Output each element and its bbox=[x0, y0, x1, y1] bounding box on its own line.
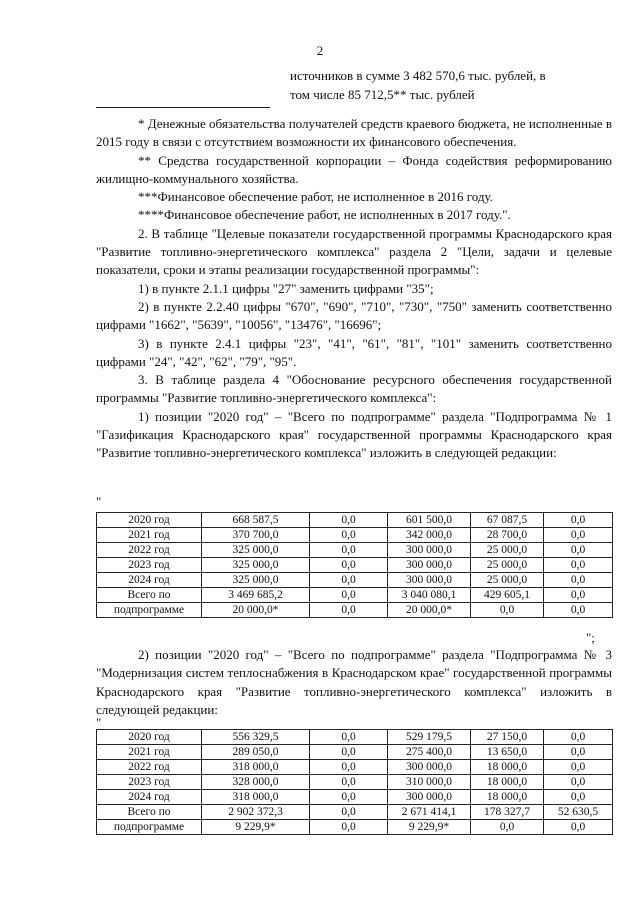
row-label-cell: 2020 год bbox=[97, 730, 202, 745]
value-cell: 0,0 bbox=[544, 588, 613, 603]
row-label-cell: Всего по bbox=[97, 805, 202, 820]
document-body bbox=[96, 115, 612, 463]
row-label-cell: 2020 год bbox=[97, 513, 202, 528]
table-row bbox=[97, 573, 613, 588]
value-cell: 325 000,0 bbox=[202, 573, 310, 588]
value-cell: 0,0 bbox=[310, 745, 388, 760]
item-2-paragraph: 2. В таблице "Целевые показатели государственной программы Краснодарского края "Развитие топливно-энергетического комплекса" раздела 2 "Цели, задачи и целевые показатели, сроки и этапы реализации государственной программы": bbox=[96, 225, 612, 278]
value-cell: 300 000,0 bbox=[388, 790, 471, 805]
value-cell: 318 000,0 bbox=[202, 790, 310, 805]
value-cell: 0,0 bbox=[544, 730, 613, 745]
value-cell: 0,0 bbox=[310, 573, 388, 588]
value-cell: 0,0 bbox=[471, 820, 544, 835]
table-row bbox=[97, 558, 613, 573]
value-cell: 0,0 bbox=[544, 790, 613, 805]
value-cell: 178 327,7 bbox=[471, 805, 544, 820]
value-cell: 9 229,9* bbox=[388, 820, 471, 835]
close-quote: "; bbox=[586, 630, 595, 645]
value-cell: 0,0 bbox=[310, 543, 388, 558]
value-cell: 3 469 685,2 bbox=[202, 588, 310, 603]
value-cell: 0,0 bbox=[544, 603, 613, 618]
value-cell: 0,0 bbox=[310, 603, 388, 618]
value-cell: 0,0 bbox=[544, 745, 613, 760]
value-cell: 300 000,0 bbox=[388, 760, 471, 775]
subitem-2-2: 2) в пункте 2.2.40 цифры "670", "690", "710", "730", "750" заменить соответственно цифрами "1662", "5639", "10056", "13476", "16696"; bbox=[96, 298, 612, 333]
table-row bbox=[97, 745, 613, 760]
value-cell: 0,0 bbox=[310, 588, 388, 603]
row-label-cell: 2023 год bbox=[97, 558, 202, 573]
table-row bbox=[97, 603, 613, 618]
value-cell: 556 329,5 bbox=[202, 730, 310, 745]
value-cell: 67 087,5 bbox=[471, 513, 544, 528]
footnote-2: ** Средства государственной корпорации – Фонда содействия реформированию жилищно-коммунального хозяйства. bbox=[96, 152, 612, 186]
table-row bbox=[97, 588, 613, 603]
value-cell: 0,0 bbox=[544, 513, 613, 528]
value-cell: 18 000,0 bbox=[471, 760, 544, 775]
value-cell: 325 000,0 bbox=[202, 558, 310, 573]
value-cell: 0,0 bbox=[310, 730, 388, 745]
value-cell: 20 000,0* bbox=[388, 603, 471, 618]
row-label-cell: 2021 год bbox=[97, 745, 202, 760]
value-cell: 0,0 bbox=[310, 513, 388, 528]
value-cell: 18 000,0 bbox=[471, 790, 544, 805]
value-cell: 0,0 bbox=[310, 820, 388, 835]
value-cell: 310 000,0 bbox=[388, 775, 471, 790]
page-number: 2 bbox=[316, 43, 324, 58]
row-label-cell: 2022 год bbox=[97, 543, 202, 558]
value-cell: 20 000,0* bbox=[202, 603, 310, 618]
value-cell: 0,0 bbox=[544, 558, 613, 573]
value-cell: 0,0 bbox=[310, 760, 388, 775]
footnote-1: * Денежные обязательства получателей средств краевого бюджета, не исполненные в 2015 году в связи с отсутствием возможности их финансового обеспечения. bbox=[96, 116, 612, 150]
value-cell: 370 700,0 bbox=[202, 528, 310, 543]
value-cell: 429 605,1 bbox=[471, 588, 544, 603]
value-cell: 3 040 080,1 bbox=[388, 588, 471, 603]
value-cell: 0,0 bbox=[310, 775, 388, 790]
value-cell: 0,0 bbox=[544, 528, 613, 543]
value-cell: 300 000,0 bbox=[388, 573, 471, 588]
value-cell: 25 000,0 bbox=[471, 558, 544, 573]
value-cell: 0,0 bbox=[310, 528, 388, 543]
funding-source-text bbox=[290, 66, 620, 104]
value-cell: 2 671 414,1 bbox=[388, 805, 471, 820]
open-quote-2: " bbox=[96, 715, 102, 730]
value-cell: 0,0 bbox=[310, 558, 388, 573]
table-row bbox=[97, 775, 613, 790]
subitem-3-1: 1) позиции "2020 год" – "Всего по подпрограмме" раздела "Подпрограмма № 1 "Газификация Краснодарского края" государственной программы Краснодарского края "Развитие топливно-энергетического комплекса" изложить в следующей редакции: bbox=[96, 408, 612, 461]
row-label-cell: подпрограмме bbox=[97, 820, 202, 835]
subitem-2-3: 3) в пункте 2.4.1 цифры "23", "41", "61", "81", "101" заменить соответственно цифрами "24", "42", "62", "79", "95". bbox=[96, 335, 612, 369]
value-cell: 28 700,0 bbox=[471, 528, 544, 543]
table-row bbox=[97, 790, 613, 805]
table-row bbox=[97, 513, 613, 528]
value-cell: 325 000,0 bbox=[202, 543, 310, 558]
value-cell: 0,0 bbox=[544, 543, 613, 558]
value-cell: 25 000,0 bbox=[471, 543, 544, 558]
row-label-cell: 2024 год bbox=[97, 573, 202, 588]
value-cell: 0,0 bbox=[544, 820, 613, 835]
footnote-3: ***Финансовое обеспечение работ, не исполненное в 2016 году. bbox=[138, 189, 493, 205]
table-row bbox=[97, 805, 613, 820]
row-label-cell: 2024 год bbox=[97, 790, 202, 805]
value-cell: 0,0 bbox=[544, 573, 613, 588]
value-cell: 300 000,0 bbox=[388, 543, 471, 558]
subitem-2-1: 1) в пункте 2.1.1 цифры "27" заменить цифрами "35"; bbox=[138, 280, 434, 296]
value-cell: 529 179,5 bbox=[388, 730, 471, 745]
table-row bbox=[97, 543, 613, 558]
document-body-2 bbox=[96, 646, 612, 719]
value-cell: 9 229,9* bbox=[202, 820, 310, 835]
value-cell: 13 650,0 bbox=[471, 745, 544, 760]
source-line: источников в сумме 3 482 570,6 тыс. рублей, в bbox=[290, 68, 546, 83]
row-label-cell: подпрограмме bbox=[97, 603, 202, 618]
row-label-cell: 2023 год bbox=[97, 775, 202, 790]
value-cell: 668 587,5 bbox=[202, 513, 310, 528]
open-quote: " bbox=[96, 494, 102, 509]
value-cell: 18 000,0 bbox=[471, 775, 544, 790]
value-cell: 289 050,0 bbox=[202, 745, 310, 760]
value-cell: 27 150,0 bbox=[471, 730, 544, 745]
subitem-3-2: 2) позиции "2020 год" – "Всего по подпрограмме" раздела "Подпрограмма № 3 "Модернизация систем теплоснабжения в Краснодарском крае" государственной программы Краснодарского края "Развитие топливно-энергетического комплекса" изложить в следующей редакции: bbox=[96, 647, 612, 717]
table-row bbox=[97, 730, 613, 745]
value-cell: 0,0 bbox=[310, 790, 388, 805]
table-row bbox=[97, 760, 613, 775]
value-cell: 318 000,0 bbox=[202, 760, 310, 775]
source-line: том числе 85 712,5** тыс. рублей bbox=[290, 87, 475, 102]
value-cell: 25 000,0 bbox=[471, 573, 544, 588]
value-cell: 0,0 bbox=[544, 760, 613, 775]
value-cell: 2 902 372,3 bbox=[202, 805, 310, 820]
value-cell: 52 630,5 bbox=[544, 805, 613, 820]
table-row bbox=[97, 820, 613, 835]
value-cell: 275 400,0 bbox=[388, 745, 471, 760]
value-cell: 300 000,0 bbox=[388, 558, 471, 573]
value-cell: 0,0 bbox=[471, 603, 544, 618]
subprogram-1-table bbox=[96, 512, 613, 618]
value-cell: 0,0 bbox=[310, 805, 388, 820]
value-cell: 342 000,0 bbox=[388, 528, 471, 543]
row-label-cell: 2022 год bbox=[97, 760, 202, 775]
footnote-separator bbox=[96, 107, 270, 108]
row-label-cell: 2021 год bbox=[97, 528, 202, 543]
table-row bbox=[97, 528, 613, 543]
item-3-paragraph: 3. В таблице раздела 4 "Обоснование ресурсного обеспечения государственной программы "Развитие топливно-энергетического комплекса": bbox=[96, 372, 612, 406]
value-cell: 0,0 bbox=[544, 775, 613, 790]
subprogram-3-table bbox=[96, 729, 613, 835]
value-cell: 328 000,0 bbox=[202, 775, 310, 790]
value-cell: 601 500,0 bbox=[388, 513, 471, 528]
footnote-4: ****Финансовое обеспечение работ, не исполненных в 2017 году.". bbox=[138, 207, 511, 223]
row-label-cell: Всего по bbox=[97, 588, 202, 603]
